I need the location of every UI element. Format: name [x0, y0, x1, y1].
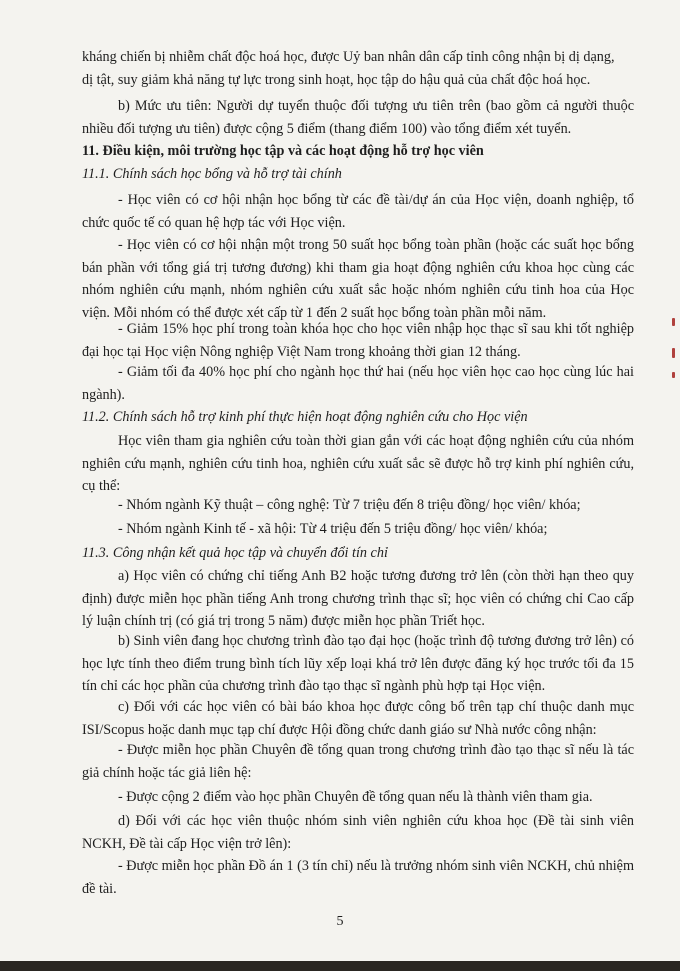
intro-line-2: dị tật, suy giảm khả năng tự lực trong sinh hoạt, học tập do hậu quả của chất độc hoá học.	[82, 72, 591, 88]
subsection-11-2-heading: 11.2. Chính sách hỗ trợ kinh phí thực hiện hoạt động nghiên cứu cho Học viện	[82, 409, 528, 425]
scholarship-paragraph-4: - Giảm tối đa 40% học phí cho ngành học thứ hai (nếu học viên học cao học cùng lúc hai ngành).	[82, 364, 634, 403]
section-11-heading: 11. Điều kiện, môi trường học tập và các hoạt động hỗ trợ học viên	[82, 143, 484, 159]
scholarship-paragraph-2: - Học viên có cơ hội nhận một trong 50 suất học bổng toàn phần (hoặc các suất học bổng bán phần với tổng giá trị tương đương) khi tham gia hoạt động nghiên cứu khoa học cùng các nhóm nghiên cứu mạnh, nhóm nghiên cứu xuất sắc hoặc nhóm nghiên cứu tinh hoa của Học viện. Mỗi nhóm có thể được xét cấp từ 1 đến 2 suất học bổng toàn phần mỗi năm.	[82, 237, 634, 321]
priority-paragraph: b) Mức ưu tiên: Người dự tuyển thuộc đối tượng ưu tiên trên (bao gồm cả người thuộc nhiều đối tượng ưu tiên) được cộng 5 điểm (thang điểm 100) vào tổng điểm xét tuyển.	[82, 98, 634, 137]
scan-edge-mark	[672, 348, 675, 358]
research-funding-paragraph: Học viên tham gia nghiên cứu toàn thời gian gắn với các hoạt động nghiên cứu của nhóm nghiên cứu mạnh, nghiên cứu tinh hoa, nghiên cứu xuất sắc sẽ được hỗ trợ kinh phí nghiên cứu, cụ thể:	[82, 433, 634, 494]
credit-recognition-c1: - Được miễn học phần Chuyên đề tổng quan trong chương trình đào tạo thạc sĩ nếu là tác giả chính hoặc tác giả liên hệ:	[82, 742, 634, 781]
credit-recognition-d: d) Đối với các học viên thuộc nhóm sinh viên nghiên cứu khoa học (Đề tài sinh viên NCKH, Đề tài cấp Học viện trở lên):	[82, 813, 634, 852]
scan-edge-mark	[672, 372, 675, 378]
funding-economics-item: - Nhóm ngành Kinh tế - xã hội: Từ 4 triệu đến 5 triệu đồng/ học viên/ khóa;	[118, 521, 548, 537]
scan-edge-mark	[672, 318, 675, 326]
credit-recognition-d1: - Được miễn học phần Đồ án 1 (3 tín chỉ) nếu là trưởng nhóm sinh viên NCKH, chủ nhiệm đề tài.	[82, 858, 634, 897]
page-number: 5	[336, 914, 344, 929]
credit-recognition-c2: - Được cộng 2 điểm vào học phần Chuyên đề tổng quan nếu là thành viên tham gia.	[118, 789, 593, 805]
funding-engineering-item: - Nhóm ngành Kỹ thuật – công nghệ: Từ 7 triệu đến 8 triệu đồng/ học viên/ khóa;	[118, 497, 581, 513]
scan-bottom-edge	[0, 961, 680, 971]
scholarship-paragraph-1: - Học viên có cơ hội nhận học bổng từ các đề tài/dự án của Học viện, doanh nghiệp, tổ chức quốc tế có quan hệ hợp tác với Học viện.	[82, 192, 634, 231]
credit-recognition-b: b) Sinh viên đang học chương trình đào tạo đại học (hoặc trình độ tương đương trở lên) có học lực tính theo điểm trung bình tích lũy xếp loại khá trở lên được đăng ký học trước tối đa 15 tín chỉ các học phần của chương trình đào tạo thạc sĩ ngành phù hợp tại Học viện.	[82, 633, 634, 694]
subsection-11-3-heading: 11.3. Công nhận kết quả học tập và chuyển đổi tín chỉ	[82, 545, 388, 561]
subsection-11-1-heading: 11.1. Chính sách học bổng và hỗ trợ tài chính	[82, 166, 342, 182]
intro-line-1: kháng chiến bị nhiễm chất độc hoá học, được Uỷ ban nhân dân cấp tỉnh công nhận bị dị dạng,	[82, 49, 615, 65]
scholarship-paragraph-3: - Giảm 15% học phí trong toàn khóa học cho học viên nhập học thạc sĩ sau khi tốt nghiệp đại học tại Học viện Nông nghiệp Việt Nam trong khoảng thời gian 12 tháng.	[82, 321, 634, 360]
credit-recognition-c: c) Đối với các học viên có bài báo khoa học được công bố trên tạp chí thuộc danh mục ISI/Scopus hoặc danh mục tạp chí được Hội đồng chức danh giáo sư Nhà nước công nhận:	[82, 699, 634, 738]
credit-recognition-a: a) Học viên có chứng chỉ tiếng Anh B2 hoặc tương đương trở lên (còn thời hạn theo quy định) được miễn học phần tiếng Anh trong chương trình thạc sĩ; học viên có chứng chỉ Cao cấp lý luận chính trị (có giá trị trong 5 năm) được miễn học phần Triết học.	[82, 568, 634, 629]
